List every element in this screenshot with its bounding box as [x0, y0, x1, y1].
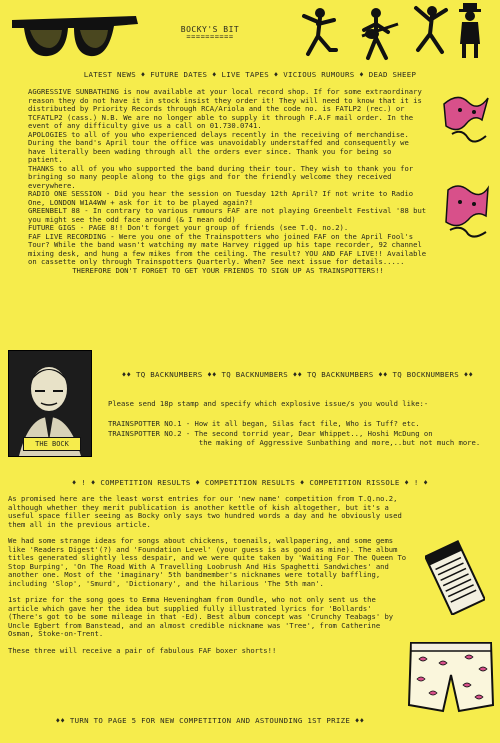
- news-paragraph-greenbelt: GREENBELT 88 - In contrary to various rumours FAF are not playing Greenbelt Festival '88 but you might see the odd face around (& I mean odd): [28, 206, 431, 224]
- bock-photo: [8, 350, 92, 457]
- washboard-icon: [425, 540, 485, 615]
- competition-section: [8, 495, 410, 655]
- competition-paragraph-intro: As promised here are the least worst entries for our 'new name' competition from T.Q.no.2, although whether they merit publication is another kettle of kish altogether, but it's a useful space filler seeing as Bocky only says two hundred words a day and he obviously used them all in the previous article.: [8, 494, 407, 529]
- news-paragraph-radio: RADIO ONE SESSION - Did you hear the session on Tuesday 12th April? If not write to Radio One, LONDON W1A4WW + ask for it to be played again?!: [28, 189, 418, 207]
- boxer-shorts-icon: [405, 635, 497, 717]
- news-paragraph-apologies: APOLOGIES to all of you who experienced delays recently in the receiving of merchandise. During the band's April tour the office was unavoidably understaffed and consequently we have literally been wading through all the orders ever since. Thank you for being so patient.: [28, 129, 414, 164]
- competition-paragraph-prize: These three will receive a pair of fabulous FAF boxer shorts!!: [8, 645, 277, 655]
- sunglasses-icon: [8, 10, 143, 65]
- news-paragraph-signup: THEREFORE DON'T FORGET TO GET YOUR FRIENDS TO SIGN UP AS TRAINSPOTTERS!!: [72, 265, 384, 275]
- news-banner: LATEST NEWS ♦ FUTURE DATES ♦ LIVE TAPES ♦ VICIOUS RUMOURS ♦ DEAD SHEEP: [83, 70, 417, 79]
- competition-paragraph-winners: 1st prize for the song goes to Emma Heveningham from Oundle, who not only sent us the article which gave her the idea but supplied fully illustrated lyrics for 'Bollards' (There's got to be some mileage in that -Ed). Best album concept was 'Crunchy Teabags' by Uncle Egbert from Banstead, and an almost credible nickname was 'Tree', from Catherine Osman, Stoke-on-Trent.: [8, 595, 398, 638]
- figure-with-hat-icon: [452, 2, 488, 60]
- guitarist-figure-icon: [358, 6, 402, 62]
- news-paragraph-gigs: FUTURE GIGS - PAGE 8!! Don't forget your group of friends (see T.Q. no.2).: [28, 223, 349, 232]
- backnumbers-banner: ♦♦ TQ BACKNUMBERS ♦♦ TQ BACKNUMBERS ♦♦ TQ BACKNUMBERS ♦♦ TQ BOCKNUMBERS ♦♦: [121, 370, 474, 379]
- dancing-figure-icon: [300, 6, 340, 58]
- squiggle-pink-icon: [440, 180, 494, 242]
- competition-banner: ♦ ! ♦ COMPETITION RESULTS ♦ COMPETITION RESULTS ♦ COMPETITION RISSOLE ♦ ! ♦: [71, 478, 429, 487]
- news-section: [28, 87, 431, 275]
- news-paragraph-thanks: THANKS to all of you who supported the band during their tour. They wish to thank you for bringing so many people along to the gigs and for the friendly welcome they received everywhere.: [28, 163, 418, 190]
- title-underline: ==========: [186, 33, 234, 41]
- jumping-figure-icon: [410, 4, 450, 58]
- squiggle-pink-icon: [438, 90, 494, 150]
- news-paragraph-live-recording: FAF LIVE RECORDING - Were you one of the Trainspotters who joined FAF on the April Fool's Tour? While the band wasn't watching my mate Harvey rigged up his tape recorder, 92 channel mixing desk, and hung a few mikes from the ceiling. The result? YOU AND FAF LIVE!! Available on cassette only through Trainspotters Quarterly. When? See next issue for details.....: [28, 231, 431, 266]
- backnumbers-item-2: TRAINSPOTTER NO.2 - The second torrid year, Dear Whippet.., Hoshi McDung on the making of Aggressive Sunbathing and more,..but not much more.: [108, 429, 481, 447]
- footer-banner: ♦♦ TURN TO PAGE 5 FOR NEW COMPETITION AND ASTOUNDING 1ST PRIZE ♦♦: [55, 716, 365, 725]
- backnumbers-intro: Please send 18p stamp and specify which explosive issue/s you would like:-: [108, 399, 429, 408]
- backnumbers-item-1: TRAINSPOTTER NO.1 - How it all began, Silas fact file, Who is Tuff? etc.: [108, 419, 420, 428]
- page-title: BOCKY'S BIT: [180, 25, 240, 34]
- competition-paragraph-ideas: We had some strange ideas for songs about chickens, toenails, wallpapering, and some gems like 'Readers Digest'(?) and 'Foundation Level' (your guess is as good as mine). The album titles generated slightly less despair, and we were quite taken by 'Waiting For The Queen To Stop Burping', 'On The Road With A Travelling Loobrush And His Spaghetti Sandwiches' and another one. Most of the 'imaginary' 5th bandmember's nicknames were totally baffling, including 'Slop', 'Smurd', 'Dictionary', and the hilarious 'The 5th man'.: [8, 536, 411, 588]
- photo-caption: THE BOCK: [23, 437, 81, 451]
- news-paragraph-records: AGGRESSIVE SUNBATHING is now available at your local record shop. If for some extraordinary reason they do not have it in stock insist they order it! They will need to know that it is distributed by Priority Records through RCA/Ariola and the code no. is FATLP2 (rec.) or TCFATLP2 (cass.) N.B. We are no longer able to supply it through F.A.F mail order. In the event of any difficulty give us a call on 01.730.0741.: [28, 87, 427, 130]
